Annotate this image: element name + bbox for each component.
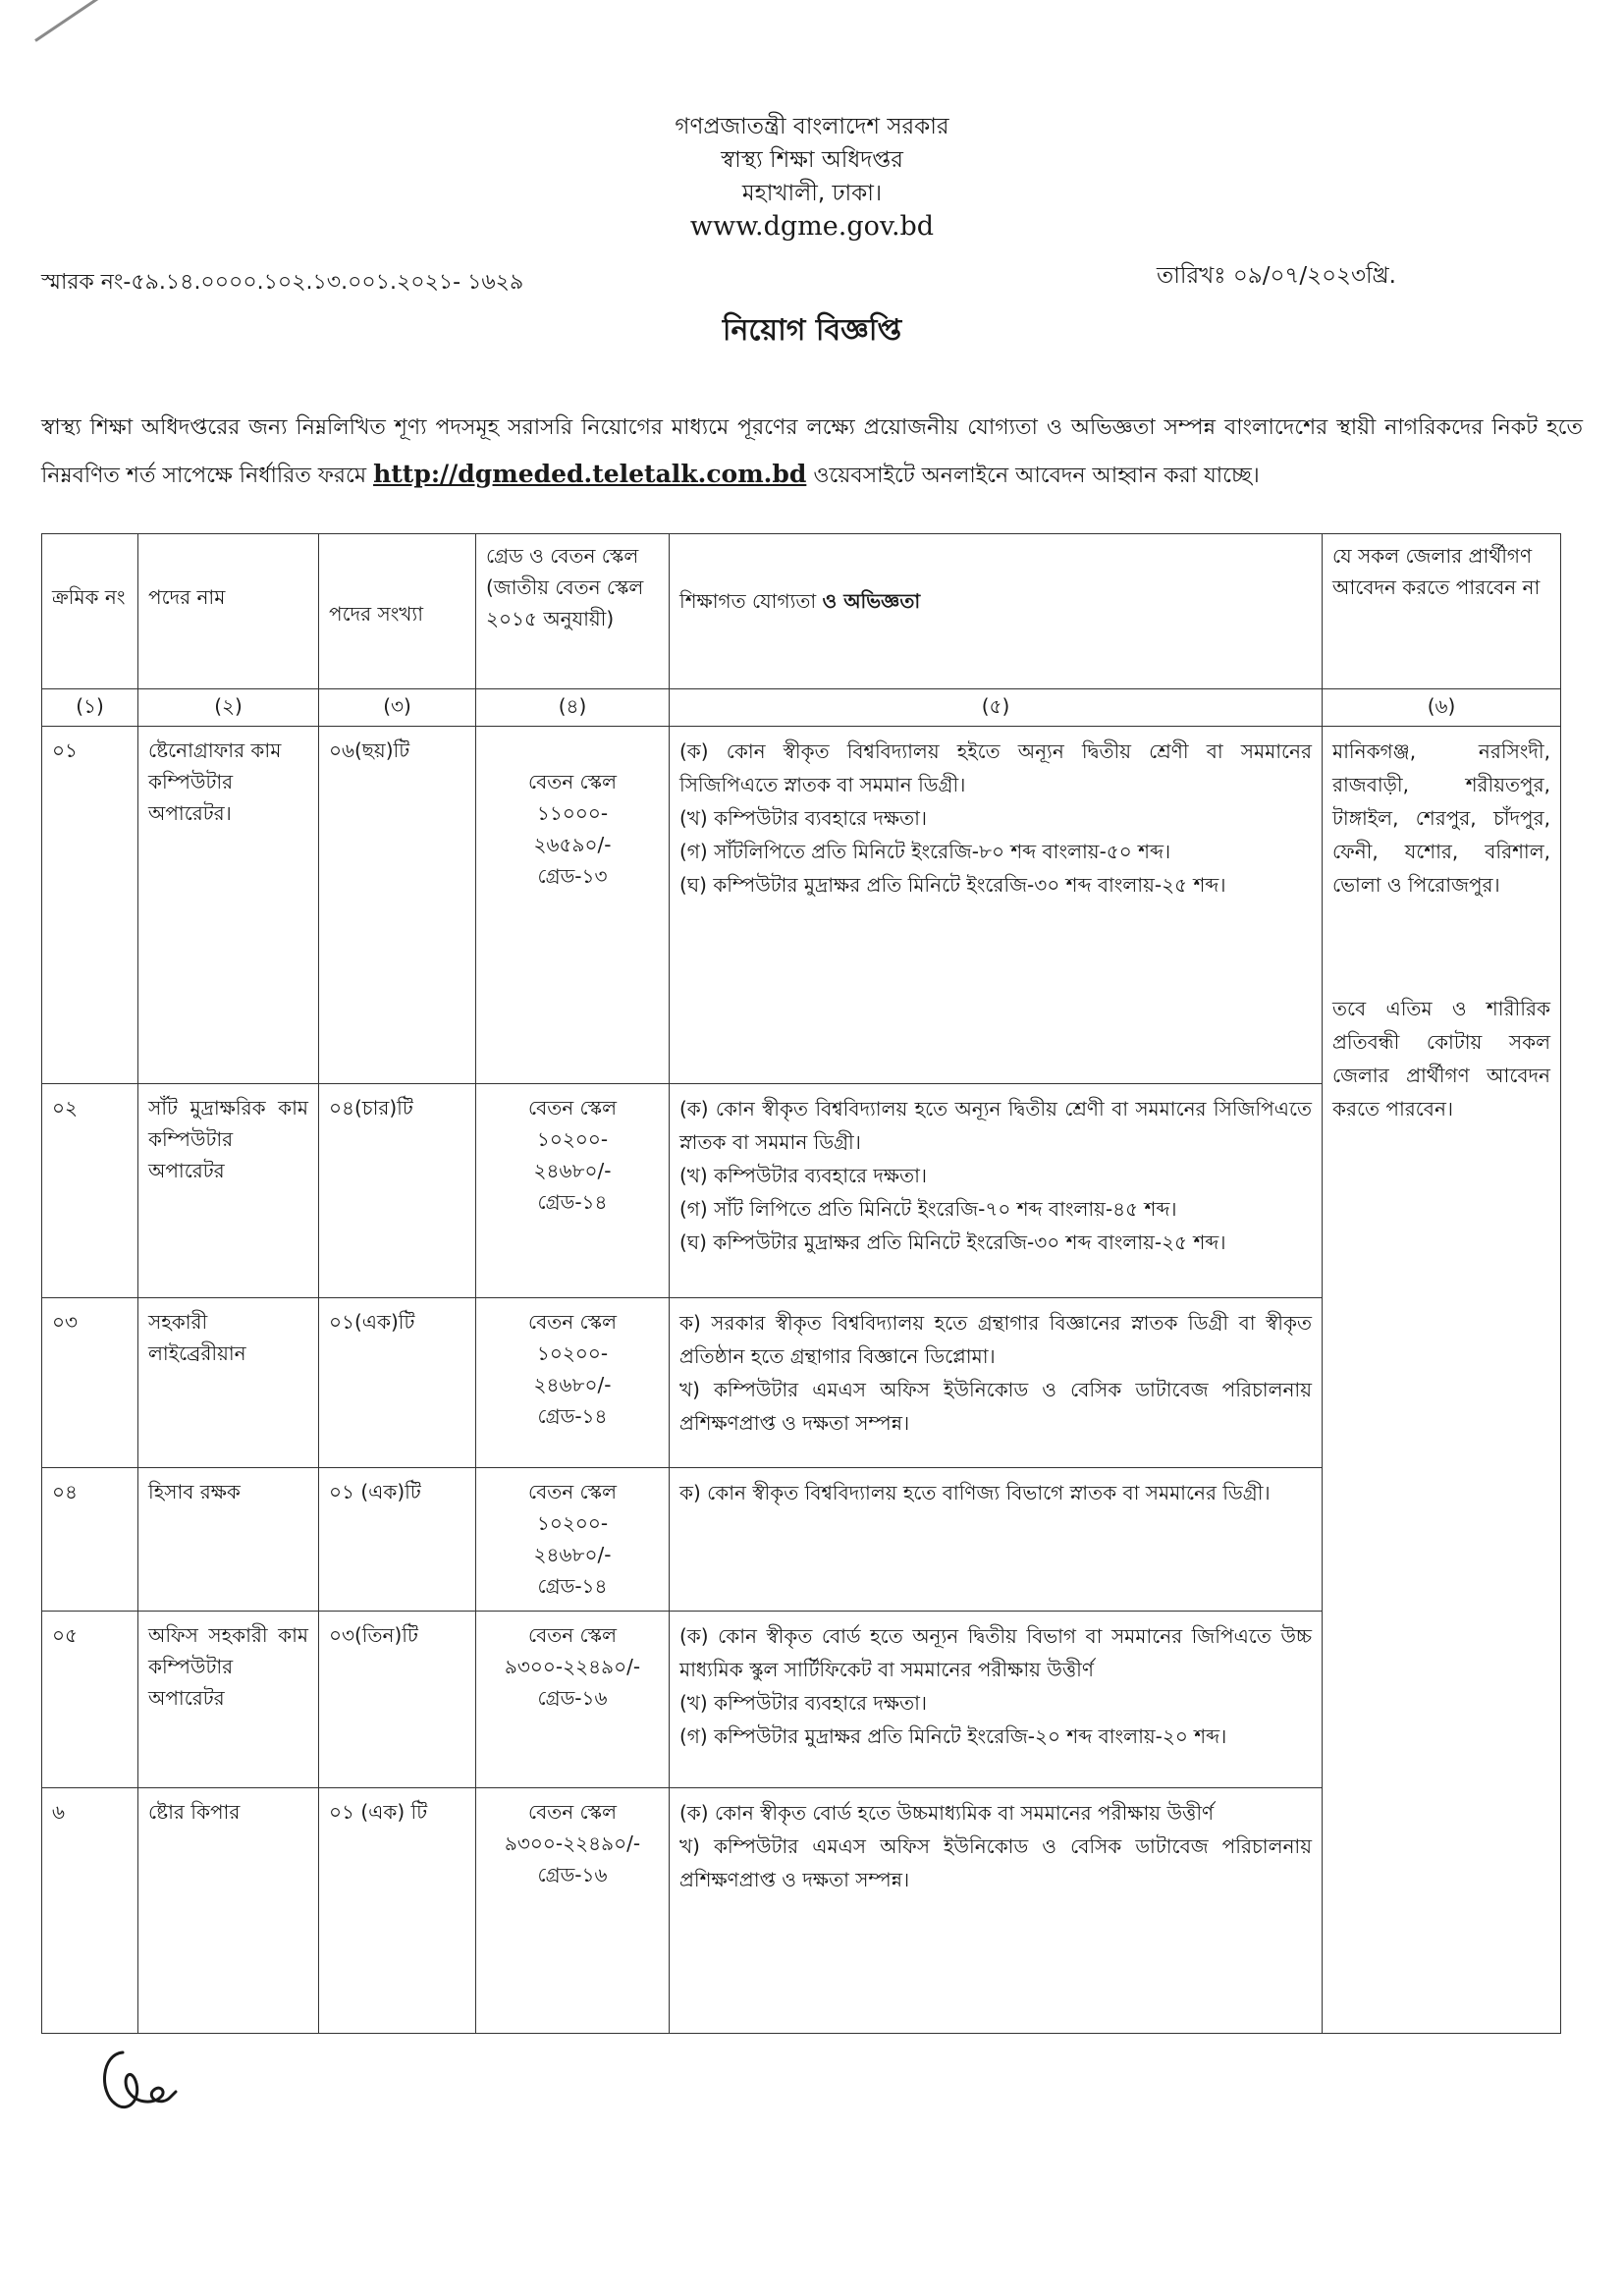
grade-line: ৯৩০০-২২৪৯০/- [504, 1655, 641, 1678]
row-post: অফিস সহকারী কাম কম্পিউটার অপারেটর [138, 1612, 319, 1788]
row-post: সহকারী লাইব্রেরীয়ান [138, 1298, 319, 1468]
department-name: স্বাস্থ্য শিক্ষা অধিদপ্তর [721, 147, 903, 173]
row-qualification [670, 1084, 1323, 1298]
qualification-item: (ঘ) কম্পিউটার মুদ্রাক্ষর প্রতি মিনিটে ইংরেজি-৩০ শব্দ বাংলায়-২৫ শব্দ। [679, 1230, 1226, 1254]
row-serial: ০২ [42, 1084, 138, 1298]
column-number: (২) [138, 689, 319, 727]
header-qualification-a: শিক্ষাগত যোগ্যতা [679, 589, 817, 613]
office-address: মহাখালী, ঢাকা। [741, 181, 883, 206]
table-row [42, 727, 1561, 1084]
row-grade [476, 1298, 670, 1468]
letterhead [0, 110, 1624, 244]
vacancy-table [41, 533, 1561, 2034]
grade-line: ১০২০০- [536, 1341, 609, 1365]
qualification-item: (গ) সাঁটলিপিতে প্রতি মিনিটে ইংরেজি-৮০ শব্দ বাংলায়-৫০ শব্দ। [679, 840, 1171, 863]
column-number-row [42, 689, 1561, 727]
row-serial: ০১ [42, 727, 138, 1084]
scan-pen-mark [34, 0, 109, 42]
header-districts: যে সকল জেলার প্রার্থীগণ আবেদন করতে পারবেন না [1323, 534, 1561, 689]
memo-number: স্মারক নং-৫৯.১৪.০০০০.১০২.১৩.০০১.২০২১- ১৬২৯ [41, 270, 524, 295]
qualification-item: (ঘ) কম্পিউটার মুদ্রাক্ষর প্রতি মিনিটে ইংরেজি-৩০ শব্দ বাংলায়-২৫ শব্দ। [679, 873, 1226, 897]
grade-line: গ্রেড-১৪ [537, 1574, 608, 1598]
qualification-item: (খ) কম্পিউটার ব্যবহারে দক্ষতা। [679, 1691, 928, 1715]
qualification-item: (খ) কম্পিউটার ব্যবহারে দক্ষতা। [679, 806, 928, 830]
row-grade [476, 1084, 670, 1298]
grade-line: বেতন স্কেল [528, 1800, 617, 1824]
website-address[interactable]: www.dgme.gov.bd [689, 211, 935, 242]
row-post: হিসাব রক্ষক [138, 1468, 319, 1612]
grade-line: গ্রেড-১৪ [537, 1190, 608, 1214]
row-post: ষ্টেনোগ্রাফার কাম কম্পিউটার অপারেটর। [138, 727, 319, 1084]
grade-line: বেতন স্কেল [528, 1480, 617, 1503]
qualification-item: ক) কোন স্বীকৃত বিশ্ববিদ্যালয় হতে বাণিজ্য বিভাগে স্নাতক বা সমমানের ডিগ্রী। [679, 1481, 1271, 1504]
grade-line: গ্রেড-১৬ [537, 1863, 608, 1886]
row-qualification [670, 1298, 1323, 1468]
row-qualification [670, 1788, 1323, 2034]
row-qualification [670, 727, 1323, 1084]
grade-line: ১০২০০- [536, 1127, 609, 1151]
grade-line: ১১০০০- [536, 801, 609, 825]
row-qualification [670, 1468, 1323, 1612]
qualification-item: খ) কম্পিউটার এমএস অফিস ইউনিকোড ও বেসিক ডাটাবেজ পরিচালনায় প্রশিক্ষণপ্রাপ্ত ও দক্ষতা সম্পন্ন। [679, 1378, 1312, 1435]
row-grade [476, 1612, 670, 1788]
grade-line: ২৪৬৮০/- [533, 1373, 612, 1396]
grade-line: বেতন স্কেল [528, 1623, 617, 1647]
column-number: (৫) [670, 689, 1323, 727]
qualification-item: (ক) কোন স্বীকৃত বোর্ড হতে অন্যূন দ্বিতীয় বিভাগ বা সমমানের জিপিএতে উচ্চ মাধ্যমিক স্কুল সার্টিফিকেট বা সমমানের পরীক্ষায় উত্তীর্ণ [679, 1624, 1312, 1681]
grade-line: ১০২০০- [536, 1511, 609, 1535]
intro-text-after: ওয়েবসাইটে অনলাইনে আবেদন আহ্বান করা যাচ্ছে। [813, 464, 1260, 488]
header-qualification [670, 534, 1323, 689]
row-count: ০১ (এক)টি [319, 1468, 476, 1612]
grade-line: বেতন স্কেল [528, 770, 617, 793]
column-number: (৩) [319, 689, 476, 727]
row-post: ষ্টোর কিপার [138, 1788, 319, 2034]
row-count: ০১(এক)টি [319, 1298, 476, 1468]
column-number: (৬) [1323, 689, 1561, 727]
row-qualification [670, 1612, 1323, 1788]
qualification-item: (ক) কোন স্বীকৃত বোর্ড হতে উচ্চমাধ্যমিক বা সমমানের পরীক্ষায় উত্তীর্ণ [679, 1801, 1215, 1825]
grade-line: গ্রেড-১৬ [537, 1686, 608, 1710]
grade-line: গ্রেড-১৪ [537, 1404, 608, 1428]
grade-line: ২৪৬৮০/- [533, 1543, 612, 1566]
header-count: পদের সংখ্যা [319, 534, 476, 689]
header-serial: ক্রমিক নং [42, 534, 138, 689]
column-number: (৪) [476, 689, 670, 727]
header-qualification-b: ও অভিজ্ঞতা [822, 589, 921, 613]
row-post: সাঁট মুদ্রাক্ষরিক কাম কম্পিউটার অপারেটর [138, 1084, 319, 1298]
application-link[interactable]: http://dgmeded.teletalk.com.bd [373, 460, 807, 488]
row-count: ০১ (এক) টি [319, 1788, 476, 2034]
qualification-item: (ক) কোন স্বীকৃত বিশ্ববিদ্যালয় হতে অন্যূন দ্বিতীয় শ্রেণী বা সমমানের সিজিপিএতে স্নাতক বা সমমান ডিগ্রী। [679, 1097, 1312, 1154]
row-count: ০৩(তিন)টি [319, 1612, 476, 1788]
restricted-districts [1323, 727, 1561, 2034]
qualification-item: (গ) সাঁট লিপিতে প্রতি মিনিটে ইংরেজি-৭০ শব্দ বাংলায়-৪৫ শব্দ। [679, 1197, 1177, 1221]
district-list: মানিকগঞ্জ, নরসিংদী, রাজবাড়ী, শরীয়তপুর, টাঙ্গাইল, শেরপুর, চাঁদপুর, ফেনী, যশোর, বরিশাল, ভোলা ও পিরোজপুর। [1332, 739, 1550, 897]
grade-line: গ্রেড-১৩ [537, 864, 608, 888]
grade-line: বেতন স্কেল [528, 1310, 617, 1334]
row-serial: ০৫ [42, 1612, 138, 1788]
column-number: (১) [42, 689, 138, 727]
grade-line: বেতন স্কেল [528, 1096, 617, 1120]
header-post: পদের নাম [138, 534, 319, 689]
govt-name: গণপ্রজাতন্ত্রী বাংলাদেশ সরকার [675, 114, 949, 139]
qualification-item: ক) সরকার স্বীকৃত বিশ্ববিদ্যালয় হতে গ্রন্থাগার বিজ্ঞানের স্নাতক ডিগ্রী বা স্বীকৃত প্রতিষ্ঠান হতে গ্রন্থাগার বিজ্ঞানে ডিপ্লোমা। [679, 1311, 1312, 1368]
notice-date: তারিখঃ ০৯/০৭/২০২৩খ্রি. [1157, 263, 1396, 289]
intro-paragraph [41, 405, 1583, 499]
row-grade [476, 1468, 670, 1612]
row-count: ০৬(ছয়)টি [319, 727, 476, 1084]
district-exception-note: তবে এতিম ও শারীরিক প্রতিবন্ধী কোটায় সকল জেলার প্রার্থীগণ আবেদন করতে পারবেন। [1332, 997, 1550, 1121]
grade-line: ৯৩০০-২২৪৯০/- [504, 1831, 641, 1855]
header-grade: গ্রেড ও বেতন স্কেল (জাতীয় বেতন স্কেল ২০১৫ অনুযায়ী) [476, 534, 670, 689]
grade-line: ২৬৫৯০/- [533, 833, 612, 856]
qualification-item: (খ) কম্পিউটার ব্যবহারে দক্ষতা। [679, 1164, 928, 1187]
row-serial: ০৪ [42, 1468, 138, 1612]
row-count: ০৪(চার)টি [319, 1084, 476, 1298]
qualification-item: (গ) কম্পিউটার মুদ্রাক্ষর প্রতি মিনিটে ইংরেজি-২০ শব্দ বাংলায়-২০ শব্দ। [679, 1724, 1227, 1748]
intro-text-before: স্বাস্থ্য শিক্ষা অধিদপ্তরের জন্য নিম্নলিখিত শূণ্য পদসমূহ সরাসরি নিয়োগের মাধ্যমে পূরণের লক্ষ্যে প্রয়োজনীয় যোগ্যতা ও অভিজ্ঞতা সম্পন্ন বাংলাদেশের স্থায়ী নাগরিকদের নিকট হতে নিম্নবণিত শর্ত সাপেক্ষে নির্ধারিত ফরমে [41, 415, 1583, 488]
row-grade [476, 727, 670, 1084]
table-header-row [42, 534, 1561, 689]
handwritten-initials [93, 2045, 221, 2118]
row-serial: ৬ [42, 1788, 138, 2034]
qualification-item: (ক) কোন স্বীকৃত বিশ্ববিদ্যালয় হইতে অন্যূন দ্বিতীয় শ্রেণী বা সমমানের সিজিপিএতে স্নাতক বা সমমান ডিগ্রী। [679, 739, 1312, 796]
page-title: নিয়োগ বিজ্ঞপ্তি [722, 313, 902, 348]
qualification-item: খ) কম্পিউটার এমএস অফিস ইউনিকোড ও বেসিক ডাটাবেজ পরিচালনায় প্রশিক্ষণপ্রাপ্ত ও দক্ষতা সম্পন্ন। [679, 1834, 1312, 1891]
row-grade [476, 1788, 670, 2034]
row-serial: ০৩ [42, 1298, 138, 1468]
grade-line: ২৪৬৮০/- [533, 1159, 612, 1182]
